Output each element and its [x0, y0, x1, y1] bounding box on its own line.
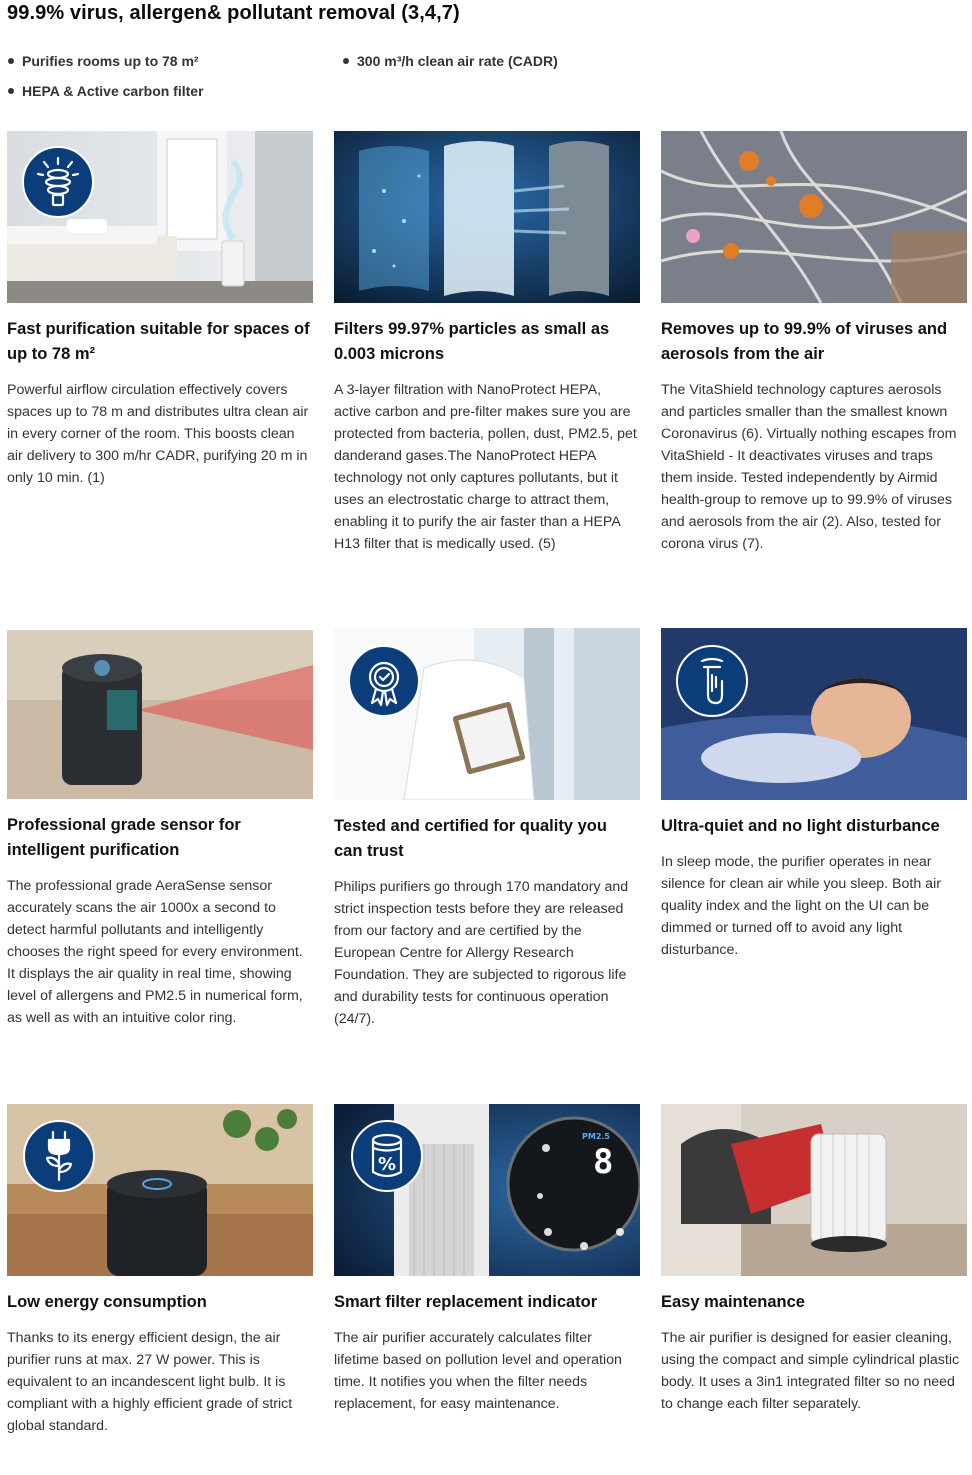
eco-plug-icon — [23, 1120, 95, 1192]
sensor-purifier-image — [7, 630, 313, 799]
certified-badge-icon — [348, 645, 420, 717]
lab-inspection-image — [334, 628, 640, 800]
purifier-table-image — [7, 1104, 313, 1276]
feature-card-fast-purification — [7, 131, 313, 489]
feature-card-certified — [334, 628, 640, 1030]
feature-card-filter-indicator — [334, 1104, 640, 1415]
page-title: 99.9% virus, allergen& pollutant removal (3,4,7) — [7, 2, 460, 24]
feature-card-low-energy — [7, 1104, 313, 1437]
feature-title: Smart filter replacement indicator — [334, 1293, 598, 1311]
feature-description: The VitaShield technology captures aerosols and particles smaller than the smallest known Coronavirus (6). Virtually nothing escapes from VitaShield - It deactivates viruses and traps them inside. Tested independently by Airmid health-group to remove up to 99.9% of viruses and aerosols from the air (2). Also, tested for corona virus (7). — [661, 382, 957, 552]
feature-description: In sleep mode, the purifier operates in near silence for clean air while you sleep. Both air quality index and the light on the UI can be dimmed or turned off to avoid any light disturbance. — [661, 854, 941, 958]
highlight-text: Purifies rooms up to 78 m² — [22, 53, 199, 69]
feature-card-sensor — [7, 630, 313, 1029]
bullet-dot — [343, 58, 349, 64]
feature-title: Fast purification suitable for spaces of up to 78 m² — [7, 320, 310, 363]
feature-description: A 3-layer filtration with NanoProtect HEPA, active carbon and pre-filter makes sure you are protected from bacteria, pollen, dust, PM2.5, pet danderand gases.The NanoProtect HEPA technology not only captures pollutants, but it uses an electrostatic charge to attract them, enabling it to purify the air faster than a HEPA H13 filter that is medically used. (5) — [334, 382, 637, 552]
bullet-dot — [8, 88, 14, 94]
display-pm25-value: 8 — [593, 1142, 614, 1182]
feature-title: Easy maintenance — [661, 1293, 805, 1311]
feature-title: Professional grade sensor for intelligent purification — [7, 816, 241, 859]
feature-card-ultra-quiet — [661, 628, 967, 961]
feature-description: Powerful airflow circulation effectively covers spaces up to 78 m and distributes ultra clean air in every corner of the room. This boosts clean air delivery to 300 m/hr CADR, purifying 20 m in only 10 min. (1) — [7, 382, 309, 486]
highlight-cadr — [343, 51, 558, 71]
highlight-room-size — [8, 51, 199, 71]
feature-card-easy-maintenance — [661, 1104, 967, 1415]
feature-title: Low energy consumption — [7, 1293, 207, 1311]
feature-title: Tested and certified for quality you can trust — [334, 817, 607, 860]
feature-description: Thanks to its energy efficient design, the air purifier runs at max. 27 W power. This is equivalent to an incandescent light bulb. It is compliant with a highly efficient grade of strict global standard. — [7, 1330, 293, 1434]
feature-title: Filters 99.97% particles as small as 0.003 microns — [334, 320, 610, 363]
quiet-icon — [676, 645, 748, 717]
filter-percent-icon — [351, 1120, 423, 1192]
feature-description: Philips purifiers go through 170 mandatory and strict inspection tests before they are released from our factory and are certified by the European Centre for Allergy Research Foundation. They are subjected to rigorous life and durability tests for continuous operation (24/7). — [334, 879, 629, 1027]
airflow-icon — [22, 146, 94, 218]
feature-description: The air purifier is designed for easier cleaning, using the compact and simple cylindrical plastic body. It uses a 3in1 integrated filter so no need to change each filter separately. — [661, 1330, 960, 1412]
filter-layers-image — [334, 131, 640, 303]
feature-card-virus-removal — [661, 131, 967, 555]
highlight-text: HEPA & Active carbon filter — [22, 83, 204, 99]
feature-description: The air purifier accurately calculates filter lifetime based on pollution level and operation time. It notifies you when the filter needs replacement, for easy maintenance. — [334, 1330, 622, 1412]
highlight-filter — [8, 81, 204, 101]
highlight-text: 300 m³/h clean air rate (CADR) — [357, 53, 558, 69]
bullet-dot — [8, 58, 14, 64]
svg-text:%: % — [377, 1154, 397, 1175]
bedroom-purifier-image — [7, 131, 313, 303]
feature-card-filtration — [334, 131, 640, 555]
virus-fibers-image — [661, 131, 967, 303]
feature-title: Ultra-quiet and no light disturbance — [661, 817, 940, 835]
filter-display-image — [334, 1104, 640, 1276]
feature-description: The professional grade AeraSense sensor accurately scans the air 1000x a second to detect harmful pollutants and intelligently chooses the right speed for every environment. It displays the air quality in real time, showing level of allergens and PM2.5 in numerical form, as well as with an intuitive color ring. — [7, 878, 303, 1026]
vacuum-filter-image — [661, 1104, 967, 1276]
display-pm25-label: PM2.5 — [582, 1132, 610, 1141]
feature-title: Removes up to 99.9% of viruses and aerosols from the air — [661, 320, 948, 363]
sleeping-child-image — [661, 628, 967, 800]
